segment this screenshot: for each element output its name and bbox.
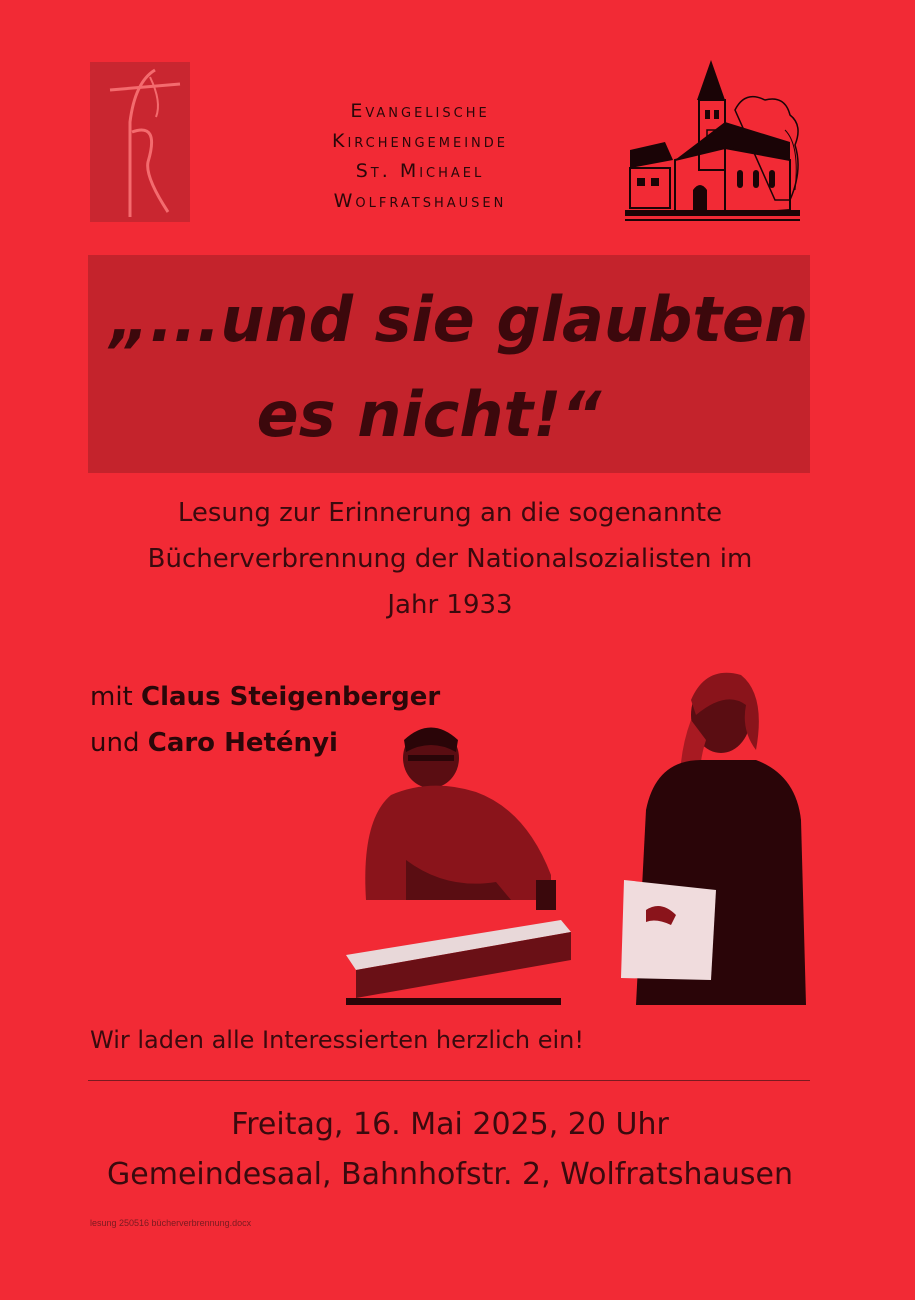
congregation-line-2: Kirchengemeinde bbox=[332, 130, 508, 152]
congregation-line-1: Evangelische bbox=[350, 100, 490, 122]
performer-1-prefix: mit bbox=[90, 682, 142, 712]
performer-2-prefix: und bbox=[90, 728, 148, 758]
congregation-line-3: St. Michael bbox=[355, 160, 485, 182]
church-drawing-icon bbox=[625, 50, 805, 225]
invitation-text: Wir laden alle Interessierten herzlich ein! bbox=[90, 1026, 584, 1054]
divider bbox=[88, 1080, 810, 1081]
title-line-2: es nicht!“ bbox=[256, 378, 602, 451]
subtitle-line-1: Lesung zur Erinnerung an die sogenannte bbox=[177, 498, 723, 528]
performer-1 bbox=[90, 674, 510, 720]
performer-2 bbox=[90, 720, 510, 766]
performer-2-name: Caro Hetényi bbox=[147, 728, 338, 758]
title-line-1: „...und sie glaubten bbox=[109, 283, 809, 356]
subtitle-line-3: Jahr 1933 bbox=[387, 590, 513, 620]
performers bbox=[90, 674, 510, 766]
event-date-time: Freitag, 16. Mai 2025, 20 Uhr bbox=[231, 1107, 669, 1142]
congregation-line-4: Wolfratshausen bbox=[333, 190, 507, 212]
event-subtitle bbox=[90, 490, 810, 628]
event-location: Gemeindesaal, Bahnhofstr. 2, Wolfratshausen bbox=[107, 1157, 793, 1192]
event-title bbox=[88, 272, 810, 462]
document-filename: lesung 250516 bücherverbrennung.docx bbox=[90, 1218, 252, 1228]
performer-1-name: Claus Steigenberger bbox=[141, 682, 441, 712]
event-details bbox=[60, 1100, 840, 1200]
congregation-name bbox=[250, 96, 590, 216]
subtitle-line-2: Bücherverbrennung der Nationalsozialisten im bbox=[147, 544, 753, 574]
congregation-logo-icon bbox=[90, 62, 190, 222]
